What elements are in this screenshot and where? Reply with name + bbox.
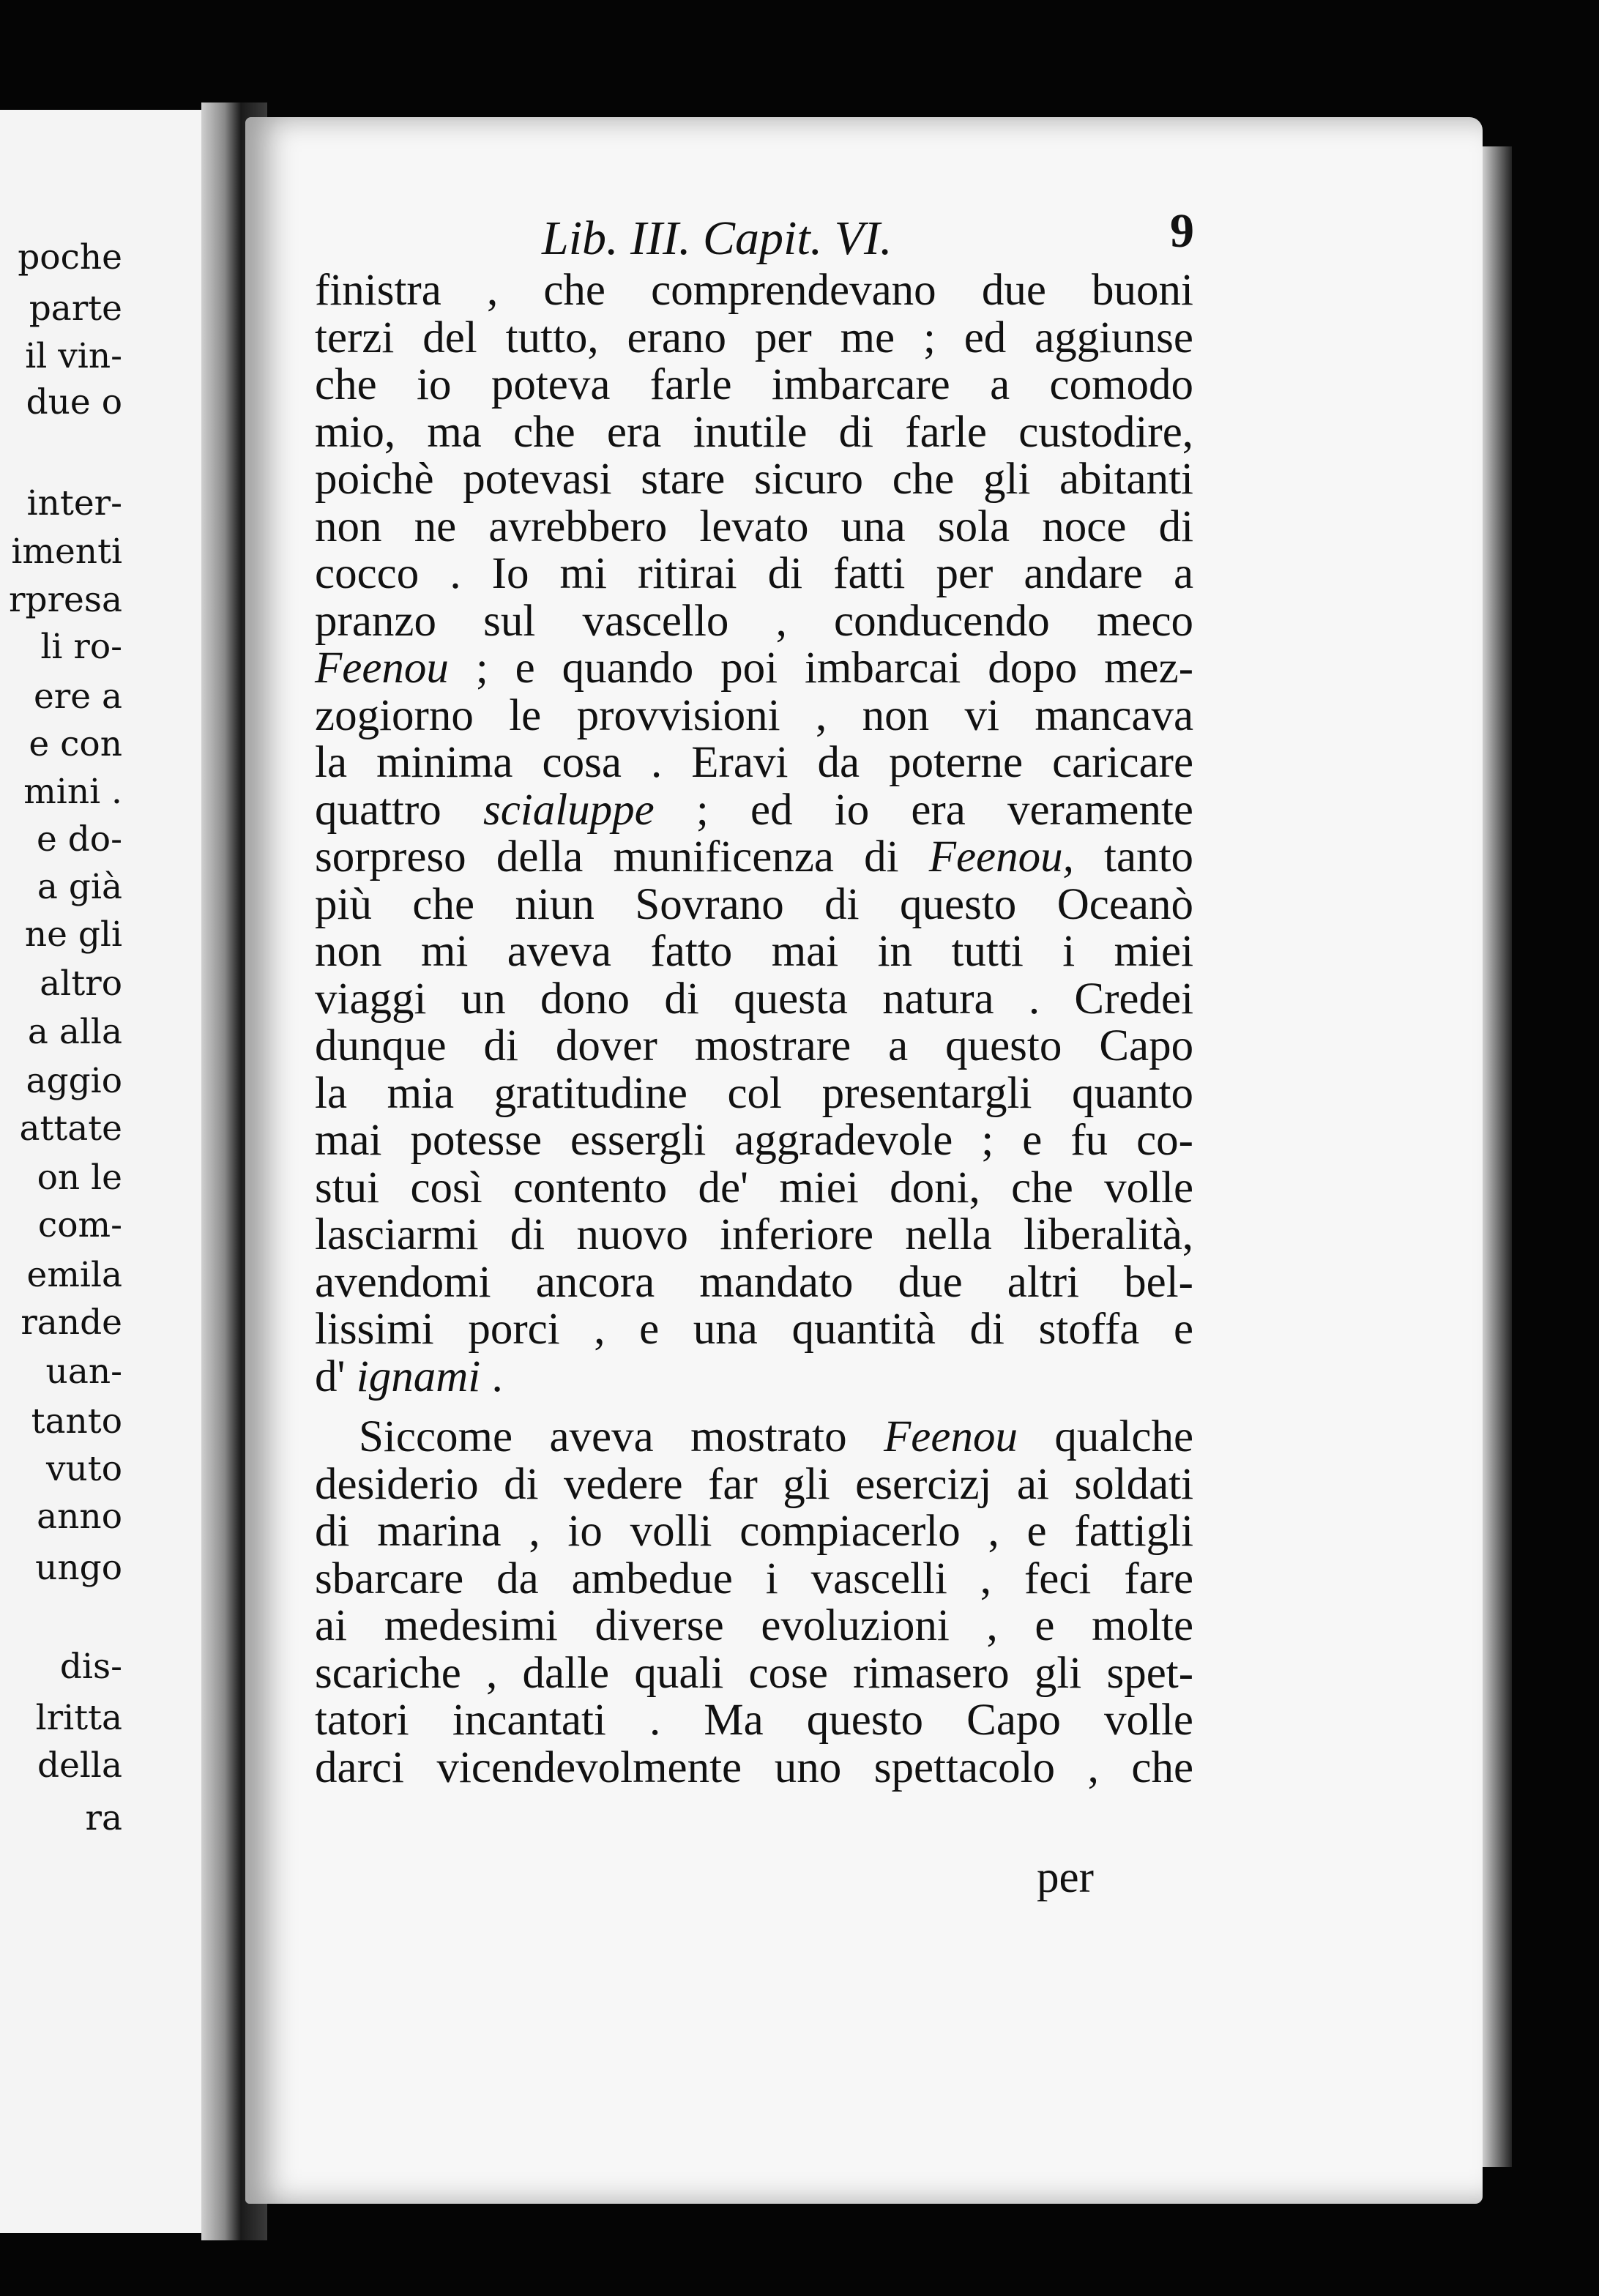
facing-page-line: tanto <box>31 1401 122 1442</box>
text-line: mai potesse essergli aggradevole ; e fu co- <box>315 1116 1193 1165</box>
facing-page-line: altro <box>40 963 122 1004</box>
paragraph-1 <box>315 267 1193 1401</box>
facing-page-line: il vin- <box>25 336 122 376</box>
text-line: zogiorno le provvisioni , non vi mancava <box>315 690 1194 740</box>
facing-page-line: poche <box>18 237 122 277</box>
facing-page-line: lritta <box>35 1698 122 1738</box>
text-line: la mia gratitudine col presentargli quanto <box>315 1068 1193 1118</box>
catchword: per <box>1037 1853 1094 1902</box>
paragraph-2 <box>315 1414 1193 1792</box>
facing-page-line: aggio <box>26 1061 122 1101</box>
text-line: pranzo sul vascello , conducendo meco <box>315 596 1194 646</box>
text-line: la minima cosa . Eravi da poterne caricare <box>315 738 1194 787</box>
text-line: quattro scialuppe ; ed io era veramente <box>315 785 1193 835</box>
facing-page-line: anno <box>37 1496 122 1537</box>
text-line: di marina , io volli compiacerlo , e fattigli <box>315 1507 1194 1556</box>
facing-page-line: dis- <box>59 1647 122 1687</box>
text-line: Feenou ; e quando poi imbarcai dopo mez- <box>315 644 1194 693</box>
text-line: più che niun Sovrano di questo Oceanò <box>315 879 1194 929</box>
facing-page-line: emila <box>26 1255 122 1295</box>
text-line: non ne avrebbero levato una sola noce di <box>315 502 1194 551</box>
text-line: d' ignami . <box>315 1352 503 1401</box>
text-line: ai medesimi diverse evoluzioni , e molte <box>315 1601 1194 1650</box>
facing-page-line: li ro- <box>40 627 122 667</box>
facing-page-line: ra <box>85 1798 122 1838</box>
text-line: non mi aveva fatto mai in tutti i miei <box>315 927 1194 976</box>
text-line: che io poteva farle imbarcare a comodo <box>315 360 1194 409</box>
page-edge <box>1483 146 1512 2167</box>
text-line: terzi del tutto, erano per me ; ed aggiunse <box>315 313 1193 362</box>
text-line: scariche , dalle quali cose rimasero gli spet- <box>315 1648 1194 1698</box>
page-body <box>315 267 1193 1792</box>
facing-page-line: uan- <box>45 1352 122 1392</box>
facing-page-line: on le <box>37 1158 122 1198</box>
text-line: sbarcare da ambedue i vascelli , feci fare <box>315 1554 1194 1603</box>
text-line: darci vicendevolmente uno spettacolo , che <box>315 1742 1194 1792</box>
text-line: mio, ma che era inutile di farle custodire, <box>315 407 1194 457</box>
page-number: 9 <box>1170 204 1194 258</box>
facing-page-line: due o <box>26 382 122 422</box>
facing-page-line: parte <box>29 288 122 329</box>
facing-page-line: e con <box>29 724 122 764</box>
text-line: dunque di dover mostrare a questo Capo <box>315 1021 1194 1070</box>
facing-page-line: della <box>37 1745 122 1786</box>
running-header <box>542 204 1201 266</box>
text-line: Siccome aveva mostrato Feenou qualche <box>359 1412 1194 1461</box>
text-line: desiderio di vedere far gli esercizj ai soldati <box>315 1459 1194 1509</box>
text-line: tatori incantati . Ma questo Capo volle <box>315 1696 1193 1745</box>
text-line: finistra , che comprendevano due buoni <box>315 266 1193 315</box>
text-line: viaggi un dono di questa natura . Credei <box>315 974 1194 1024</box>
facing-page-line: mini . <box>23 772 122 812</box>
facing-page-line: ne gli <box>24 914 122 955</box>
text-line: lissimi porci , e una quantità di stoffa e <box>315 1305 1194 1354</box>
facing-page-line: a alla <box>27 1012 122 1052</box>
facing-page-line: attate <box>19 1108 122 1149</box>
facing-page-line: imenti <box>11 532 122 572</box>
text-line: stui così contento de' miei doni, che volle <box>315 1163 1194 1212</box>
facing-page-line: com- <box>37 1205 122 1245</box>
facing-page-fragment <box>0 110 209 2233</box>
facing-page-line: ungo <box>35 1548 122 1588</box>
facing-page-line: rande <box>20 1302 122 1343</box>
text-line: poichè potevasi stare sicuro che gli abitanti <box>315 455 1193 504</box>
text-line: cocco . Io mi ritirai di fatti per andare a <box>315 549 1194 598</box>
text-line: sorpreso della munificenza di Feenou, tanto <box>315 832 1194 881</box>
facing-page-line: rpresa <box>9 580 122 620</box>
facing-page-line: e do- <box>36 819 122 860</box>
facing-page-line: inter- <box>26 483 122 523</box>
facing-page-line: vuto <box>45 1449 122 1489</box>
running-title: Lib. III. Capit. VI. <box>542 212 892 265</box>
facing-page-line: ere a <box>33 676 122 717</box>
text-line: lasciarmi di nuovo inferiore nella liberalità, <box>315 1210 1194 1259</box>
facing-page-line: a già <box>37 867 122 907</box>
text-line: avendomi ancora mandato due altri bel- <box>315 1257 1193 1307</box>
